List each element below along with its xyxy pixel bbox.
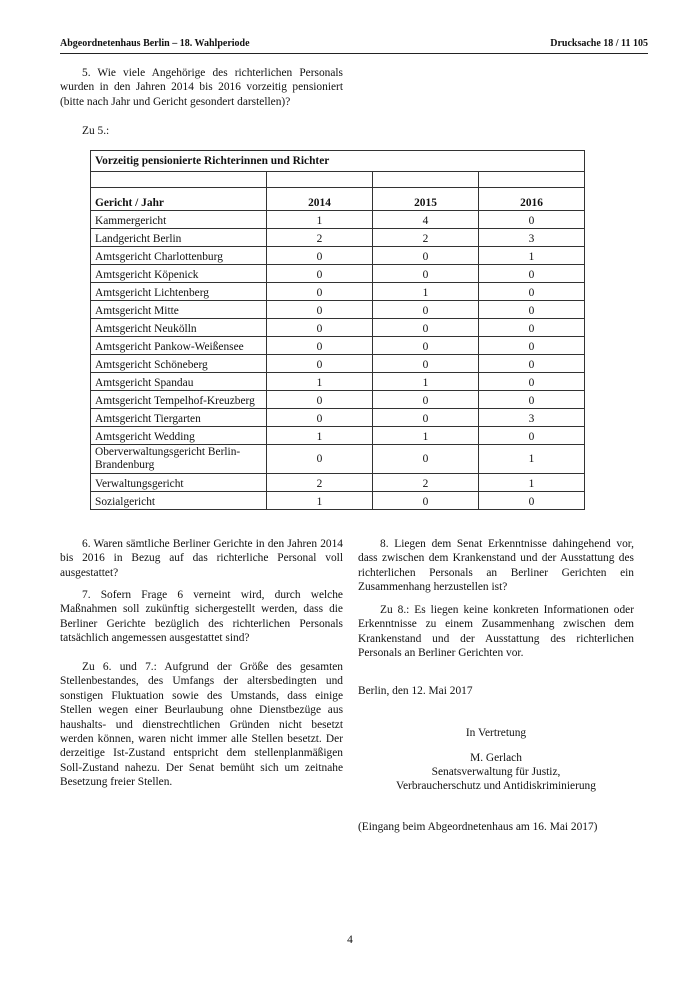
retirement-count: 0: [267, 391, 373, 409]
department-line-1: Senatsverwaltung für Justiz,: [431, 766, 561, 778]
column-header-year: 2016: [479, 188, 585, 211]
table-row: [91, 265, 585, 283]
retirement-count: 0: [479, 492, 585, 510]
place-date: Berlin, den 12. Mai 2017: [358, 685, 473, 697]
retirement-count: 0: [479, 283, 585, 301]
column-header-year: 2014: [267, 188, 373, 211]
retirement-count: 1: [373, 373, 479, 391]
header-left: Abgeordnetenhaus Berlin – 18. Wahlperiode: [60, 38, 250, 49]
table-row: [91, 474, 585, 492]
retirement-count: 1: [479, 474, 585, 492]
retirement-count: 0: [479, 301, 585, 319]
department-line-2: Verbraucherschutz und Antidiskriminierung: [396, 780, 596, 792]
retirement-count: 0: [267, 445, 373, 474]
retirement-count: 0: [479, 391, 585, 409]
table-row: [91, 337, 585, 355]
retirement-count: 2: [267, 474, 373, 492]
table-row: [91, 445, 585, 474]
question-8: 8. Liegen dem Senat Erkenntnisse dahingehend vor, dass zwischen dem Krankenstand und der Ausstattung des richterlichen Personals an Berliner Gerichten ein Zusammenhang herzustellen ist?: [358, 538, 634, 594]
court-name: Amtsgericht Spandau: [91, 373, 267, 391]
retirement-count: 3: [479, 409, 585, 427]
table-row: [91, 301, 585, 319]
retirement-count: 0: [373, 492, 479, 510]
header-right: Drucksache 18 / 11 105: [550, 38, 648, 49]
retirement-count: 0: [479, 337, 585, 355]
retirement-count: 0: [479, 373, 585, 391]
question-5: 5. Wie viele Angehörige des richterlichen Personals wurden in den Jahren 2014 bis 2016 vorzeitig pensioniert (bitte nach Jahr und Gericht gesondert darstellen)?: [60, 67, 343, 108]
retirement-count: 0: [373, 445, 479, 474]
column-header-court: Gericht / Jahr: [91, 188, 267, 211]
court-name: Amtsgericht Charlottenburg: [91, 247, 267, 265]
table-row: [91, 229, 585, 247]
table-row: [91, 211, 585, 229]
header-divider: [60, 53, 648, 54]
retirement-count: 0: [267, 283, 373, 301]
table-row: [91, 373, 585, 391]
retirement-count: 0: [267, 247, 373, 265]
table-row: [91, 492, 585, 510]
retirement-count: 0: [373, 247, 479, 265]
signatory-name: M. Gerlach: [470, 752, 522, 764]
retirement-count: 0: [373, 355, 479, 373]
table-row: [91, 319, 585, 337]
table-row: [91, 409, 585, 427]
table-row: [91, 355, 585, 373]
court-name: Amtsgericht Pankow-Weißensee: [91, 337, 267, 355]
retirement-count: 0: [267, 319, 373, 337]
retirement-count: 0: [373, 265, 479, 283]
retirement-count: 1: [267, 211, 373, 229]
retirement-count: 2: [267, 229, 373, 247]
retirement-count: 0: [479, 211, 585, 229]
retirement-count: 2: [373, 474, 479, 492]
retirement-table: [90, 150, 585, 510]
retirement-count: 0: [373, 391, 479, 409]
court-name: Landgericht Berlin: [91, 229, 267, 247]
retirement-count: 1: [479, 247, 585, 265]
court-name: Amtsgericht Mitte: [91, 301, 267, 319]
representation: In Vertretung: [465, 727, 527, 739]
retirement-count: 0: [373, 337, 479, 355]
retirement-count: 4: [373, 211, 479, 229]
retirement-count: 2: [373, 229, 479, 247]
retirement-count: 0: [373, 409, 479, 427]
answer-8: Zu 8.: Es liegen keine konkreten Informationen oder Erkenntnisse zu einem Zusammenhang zwischen dem Krankenstand und der Ausstattung des richterlichen Personals an Berliner Gerichten vor.: [358, 604, 634, 660]
retirement-count: 1: [479, 445, 585, 474]
court-name: Amtsgericht Köpenick: [91, 265, 267, 283]
retirement-count: 0: [267, 337, 373, 355]
table-row: [91, 427, 585, 445]
retirement-count: 0: [373, 301, 479, 319]
table-row: [91, 391, 585, 409]
retirement-count: 3: [479, 229, 585, 247]
table-header-row: [91, 188, 585, 211]
court-name: Amtsgericht Lichtenberg: [91, 283, 267, 301]
retirement-count: 0: [267, 265, 373, 283]
retirement-count: 0: [267, 301, 373, 319]
court-name: Sozialgericht: [91, 492, 267, 510]
court-name: Amtsgericht Schöneberg: [91, 355, 267, 373]
retirement-count: 1: [267, 373, 373, 391]
receipt-note: (Eingang beim Abgeordnetenhaus am 16. Mai 2017): [358, 821, 598, 833]
page-header: [60, 38, 648, 49]
table-spacer-row: [91, 172, 585, 188]
answer-6-7: Zu 6. und 7.: Aufgrund der Größe des gesamten Stellenbestandes, des Umfangs der altersbedingten und sonstigen Fluktuation sowie des Umstands, dass einige Stellen wegen einer Beurlaubung ohne Dienstbezüge aus haushalts- und dienstrechtlichen Gründen nicht besetzt werden können, waren nicht immer alle Stellen besetzt. Der derzeitige Ist-Zustand entspricht dem stellenplanmäßigen Soll-Zustand nahezu. Der Senat bemüht sich um zeitnahe Besetzung freier Stellen.: [60, 661, 343, 789]
court-name: Amtsgericht Wedding: [91, 427, 267, 445]
court-name: Amtsgericht Neukölln: [91, 319, 267, 337]
retirement-count: 1: [267, 492, 373, 510]
retirement-count: 0: [267, 409, 373, 427]
page-number: 4: [347, 934, 353, 946]
table-title: Vorzeitig pensionierte Richterinnen und Richter: [91, 151, 585, 172]
court-name: Verwaltungsgericht: [91, 474, 267, 492]
retirement-count: 0: [479, 265, 585, 283]
retirement-count: 0: [479, 319, 585, 337]
court-name: Amtsgericht Tiergarten: [91, 409, 267, 427]
retirement-count: 1: [373, 427, 479, 445]
table-row: [91, 247, 585, 265]
retirement-count: 0: [479, 427, 585, 445]
question-7: 7. Sofern Frage 6 verneint wird, durch welche Maßnahmen soll zukünftig sichergestellt werden, dass die Berliner Gerichte bezüglich des richterlichen Personals tatsächlich angemessen ausgestattet sind?: [60, 589, 343, 645]
court-name: Oberverwaltungsgericht Berlin-Brandenburg: [91, 445, 267, 474]
retirement-count: 0: [267, 355, 373, 373]
question-6: 6. Waren sämtliche Berliner Gerichte in den Jahren 2014 bis 2016 in Bezug auf das richterliche Personal voll ausgestattet?: [60, 538, 343, 579]
retirement-count: 1: [267, 427, 373, 445]
retirement-count: 1: [373, 283, 479, 301]
retirement-count: 0: [373, 319, 479, 337]
court-name: Kammergericht: [91, 211, 267, 229]
table-row: [91, 283, 585, 301]
court-name: Amtsgericht Tempelhof-Kreuzberg: [91, 391, 267, 409]
column-header-year: 2015: [373, 188, 479, 211]
answer-5-label: Zu 5.:: [82, 125, 110, 137]
retirement-count: 0: [479, 355, 585, 373]
